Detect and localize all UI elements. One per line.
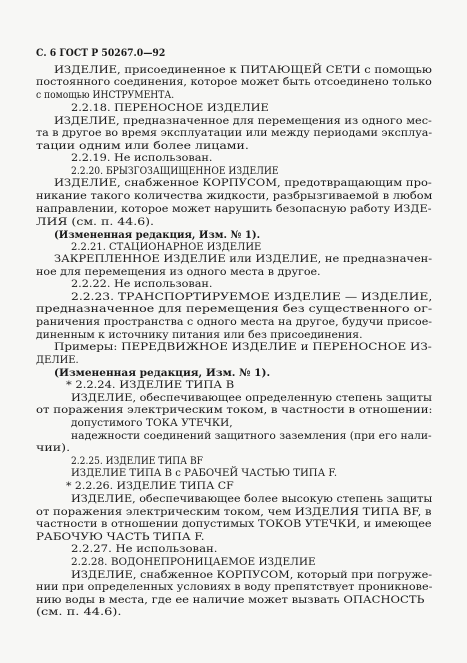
- text-line: нии при определенных условиях в воду препятствует проникнове-: [36, 581, 433, 593]
- text-line: РАБОЧУЮ ЧАСТЬ ТИПА F.: [36, 531, 205, 543]
- text-line: ИЗДЕЛИЕ, обеспечивающее определенную степень защиты: [71, 392, 432, 404]
- text-line: 2.2.22. Не использован.: [71, 278, 213, 290]
- text-line: ДЕЛИЕ.: [36, 354, 79, 366]
- text-line: 2.2.27. Не использован.: [71, 543, 218, 555]
- text-line: (см. п. 44.6).: [36, 606, 122, 618]
- text-line: ИЗДЕЛИЕ, предназначенное для перемещения из одного мес-: [54, 115, 432, 127]
- text-line: ИЗДЕЛИЕ, снабженное КОРПУСОМ, предотвращающим про-: [54, 177, 432, 189]
- text-line: от поражения электрическим током, в частности в отношении:: [36, 404, 433, 416]
- text-line: 2.2.25. ИЗДЕЛИЕ ТИПА BF: [71, 455, 203, 467]
- text-line: ИЗДЕЛИЕ, снабженное КОРПУСОМ, который при погруже-: [71, 569, 433, 581]
- text-line: 2.2.23. ТРАНСПОРТИРУЕМОЕ ИЗДЕЛИЕ — ИЗДЕЛИЕ,: [71, 291, 433, 303]
- text-line: ное для перемещения из одного места в другое.: [36, 266, 321, 278]
- text-line: ЛИЯ (см. п. 44.6).: [36, 216, 155, 228]
- text-line: та в другое во время эксплуатации или между периодами эксплуа-: [36, 127, 433, 139]
- text-line: диненным к источнику питания или без присоединения.: [36, 329, 363, 341]
- text-line: направлении, которое может нарушить безопасную работу ИЗДЕ-: [36, 203, 432, 215]
- page-header: С. 6 ГОСТ Р 50267.0—92: [36, 47, 166, 59]
- text-line: никание такого количества жидкости, разбрызгиваемой в любом: [36, 190, 433, 202]
- text-line: * 2.2.24. ИЗДЕЛИЕ ТИПА В: [66, 379, 235, 391]
- text-line: ИЗДЕЛИЕ, обеспечивающее более высокую степень защиты: [71, 493, 433, 505]
- text-line: раничения пространства с одного места на другое, будучи присое-: [36, 316, 433, 328]
- text-line: постоянного соединения, которое может быть отсоединено только: [36, 76, 432, 88]
- text-line: 2.2.21. СТАЦИОНАРНОЕ ИЗДЕЛИЕ: [71, 241, 262, 253]
- text-line: 2.2.28. ВОДОНЕПРОНИЦАЕМОЕ ИЗДЕЛИЕ: [71, 556, 316, 568]
- text-line: допустимого ТОКА УТЕЧКИ,: [71, 417, 233, 429]
- text-line: ИЗДЕЛИЕ ТИПА В с РАБОЧЕЙ ЧАСТЬЮ ТИПА F.: [71, 467, 338, 479]
- text-line: 2.2.20. БРЫЗГОЗАЩИЩЕННОЕ ИЗДЕЛИЕ: [71, 165, 279, 177]
- text-line: ЗАКРЕПЛЕННОЕ ИЗДЕЛИЕ или ИЗДЕЛИЕ, не предназначен-: [54, 253, 433, 265]
- text-line: * 2.2.26. ИЗДЕЛИЕ ТИПА CF: [66, 480, 234, 492]
- text-line: от поражения электрическим током, чем ИЗДЕЛИЯ ТИПА BF, в: [36, 506, 432, 518]
- text-line: (Измененная редакция, Изм. № 1).: [54, 367, 271, 379]
- text-line: ИЗДЕЛИЕ, присоединенное к ПИТАЮЩЕЙ СЕТИ с помощью: [54, 64, 432, 76]
- text-line: частности в отношении допустимых ТОКОВ УТЕЧКИ, и имеющее: [36, 518, 432, 530]
- text-line: чии).: [36, 442, 71, 454]
- text-line: с помощью ИНСТРУМЕНТА.: [36, 89, 175, 101]
- text-line: нию воды в места, где ее наличие может вызвать ОПАСНОСТЬ: [36, 594, 425, 606]
- text-line: надежности соединений защитного заземления (при его нали-: [71, 430, 432, 442]
- text-line: Примеры: ПЕРЕДВИЖНОЕ ИЗДЕЛИЕ и ПЕРЕНОСНОЕ ИЗ-: [54, 341, 432, 353]
- text-line: предназначенное для перемещения без существенного ог-: [36, 303, 433, 315]
- text-line: тации одним или более лицами.: [36, 140, 249, 152]
- text-line: (Измененная редакция, Изм. № 1).: [54, 229, 261, 241]
- text-line: 2.2.19. Не использован.: [71, 152, 213, 164]
- text-line: 2.2.18. ПЕРЕНОСНОЕ ИЗДЕЛИЕ: [71, 102, 269, 114]
